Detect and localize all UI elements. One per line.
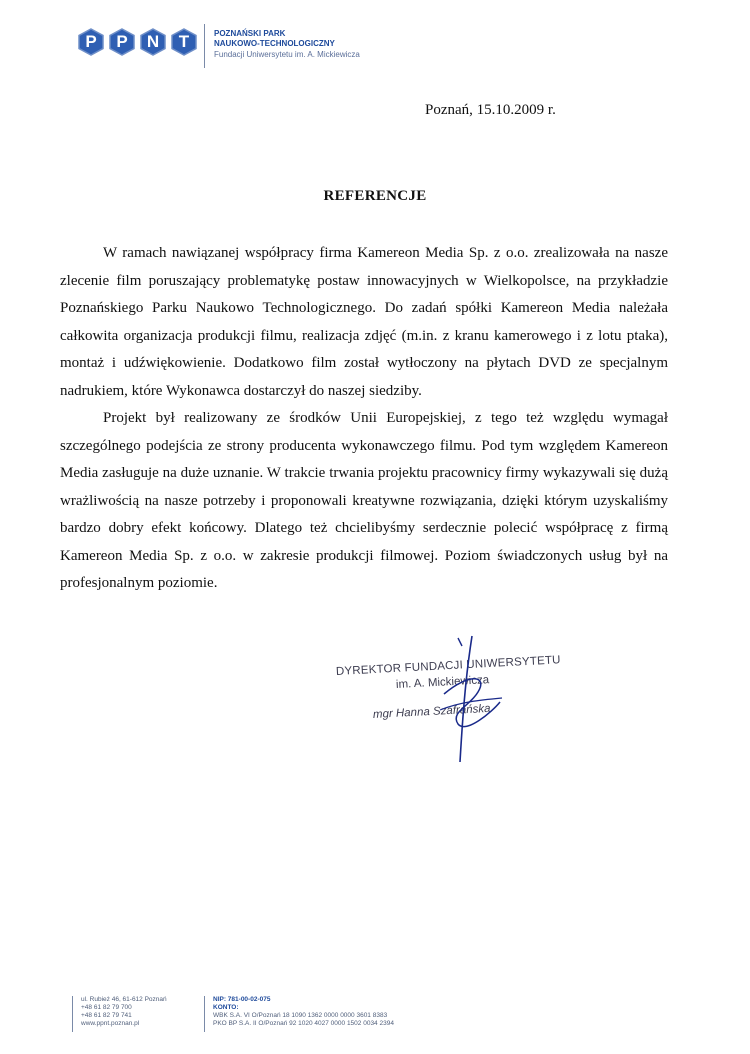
logo-text: [214, 29, 360, 60]
footer-nip: [213, 996, 394, 1004]
footer-konto: [213, 1004, 394, 1012]
footer-bank-2: PKO BP S.A. II O/Poznań 92 1020 4027 0000 1502 0034 2394: [213, 1020, 394, 1027]
footer-bank-1: WBK S.A. VI O/Poznań 18 1090 1362 0000 0000 3601 8383: [213, 1012, 388, 1019]
stamp-line-2: im. A. Mickiewicza: [395, 674, 490, 691]
logo-divider: [204, 24, 205, 68]
footer-bank: [204, 996, 394, 1032]
logo-line-2: NAUKOWO-TECHNOLOGICZNY: [214, 39, 335, 48]
footer-address: ul. Rubież 46, 61-612 Poznań: [81, 996, 167, 1003]
logo-letter: N: [146, 32, 160, 51]
logo-letter: T: [178, 32, 190, 51]
handwritten-signature: [410, 632, 550, 772]
footer-website: www.ppnt.poznan.pl: [81, 1020, 140, 1027]
letter-date: Poznań, 15.10.2009 r.: [425, 102, 556, 118]
footer-phone: +48 61 82 79 700: [81, 1004, 132, 1011]
logo-hex: [139, 28, 167, 56]
stamp-line-3: mgr Hanna Szafrańska: [372, 702, 491, 721]
logo-line-1: POZNAŃSKI PARK: [214, 29, 286, 38]
logo-hex: [108, 28, 136, 56]
stamp-line-1: DYREKTOR FUNDACJI UNIWERSYTETU: [335, 654, 561, 678]
logo-hexagons: [77, 28, 198, 56]
footer-contact: [72, 996, 167, 1032]
logo-letter: P: [85, 32, 97, 51]
paragraph: W ramach nawiązanej współpracy firma Kamereon Media Sp. z o.o. zrealizowała na nasze zlecenie film poruszający problematykę postaw innowacyjnych w Wielkopolsce, na przykładzie Poznańskiego Parku Naukowo Technologicznego. Do zadań spółki Kamereon Media należała całkowita organizacja produkcji filmu, realizacja zdjęć (m.in. z kranu kamerowego i z lotu ptaka), montaż i udźwiękowienie. Dodatkowo film został wytłoczony na płytach DVD ze specjalnym nadrukiem, które Wykonawca dostarczył do naszej siedziby.: [60, 245, 668, 399]
letter-title: REFERENCJE: [323, 188, 427, 204]
paragraph: Projekt był realizowany ze środków Unii Europejskiej, z tego też względu wymagał szczególnego podejścia ze strony producenta wykonawczego filmu. Pod tym względem Kamereon Media zasługuje na duże uznanie. W trakcie trwania projektu pracownicy firmy wykazywali się dużą wrażliwością na nasze potrzeby i proponowali kreatywne rozwiązania, dzięki którym uzyskaliśmy bardzo dobry efekt końcowy. Dlatego też chcielibyśmy serdecznie polecić współpracę z firmą Kamereon Media Sp. z o.o. w zakresie produkcji filmowej. Poziom świadczonych usług był na profesjonalnym poziomie.: [60, 410, 668, 591]
footer-fax: +48 61 82 79 741: [81, 1012, 132, 1019]
footer-konto-label: KONTO:: [213, 1004, 239, 1011]
logo-hex: [170, 28, 198, 56]
logo-hex: [77, 28, 105, 56]
logo-letter: P: [116, 32, 128, 51]
footer-nip-text: NIP: 781-00-02-075: [213, 996, 271, 1003]
logo-line-3: Fundacji Uniwersytetu im. A. Mickiewicza: [214, 50, 360, 59]
letter-body: [60, 240, 668, 598]
